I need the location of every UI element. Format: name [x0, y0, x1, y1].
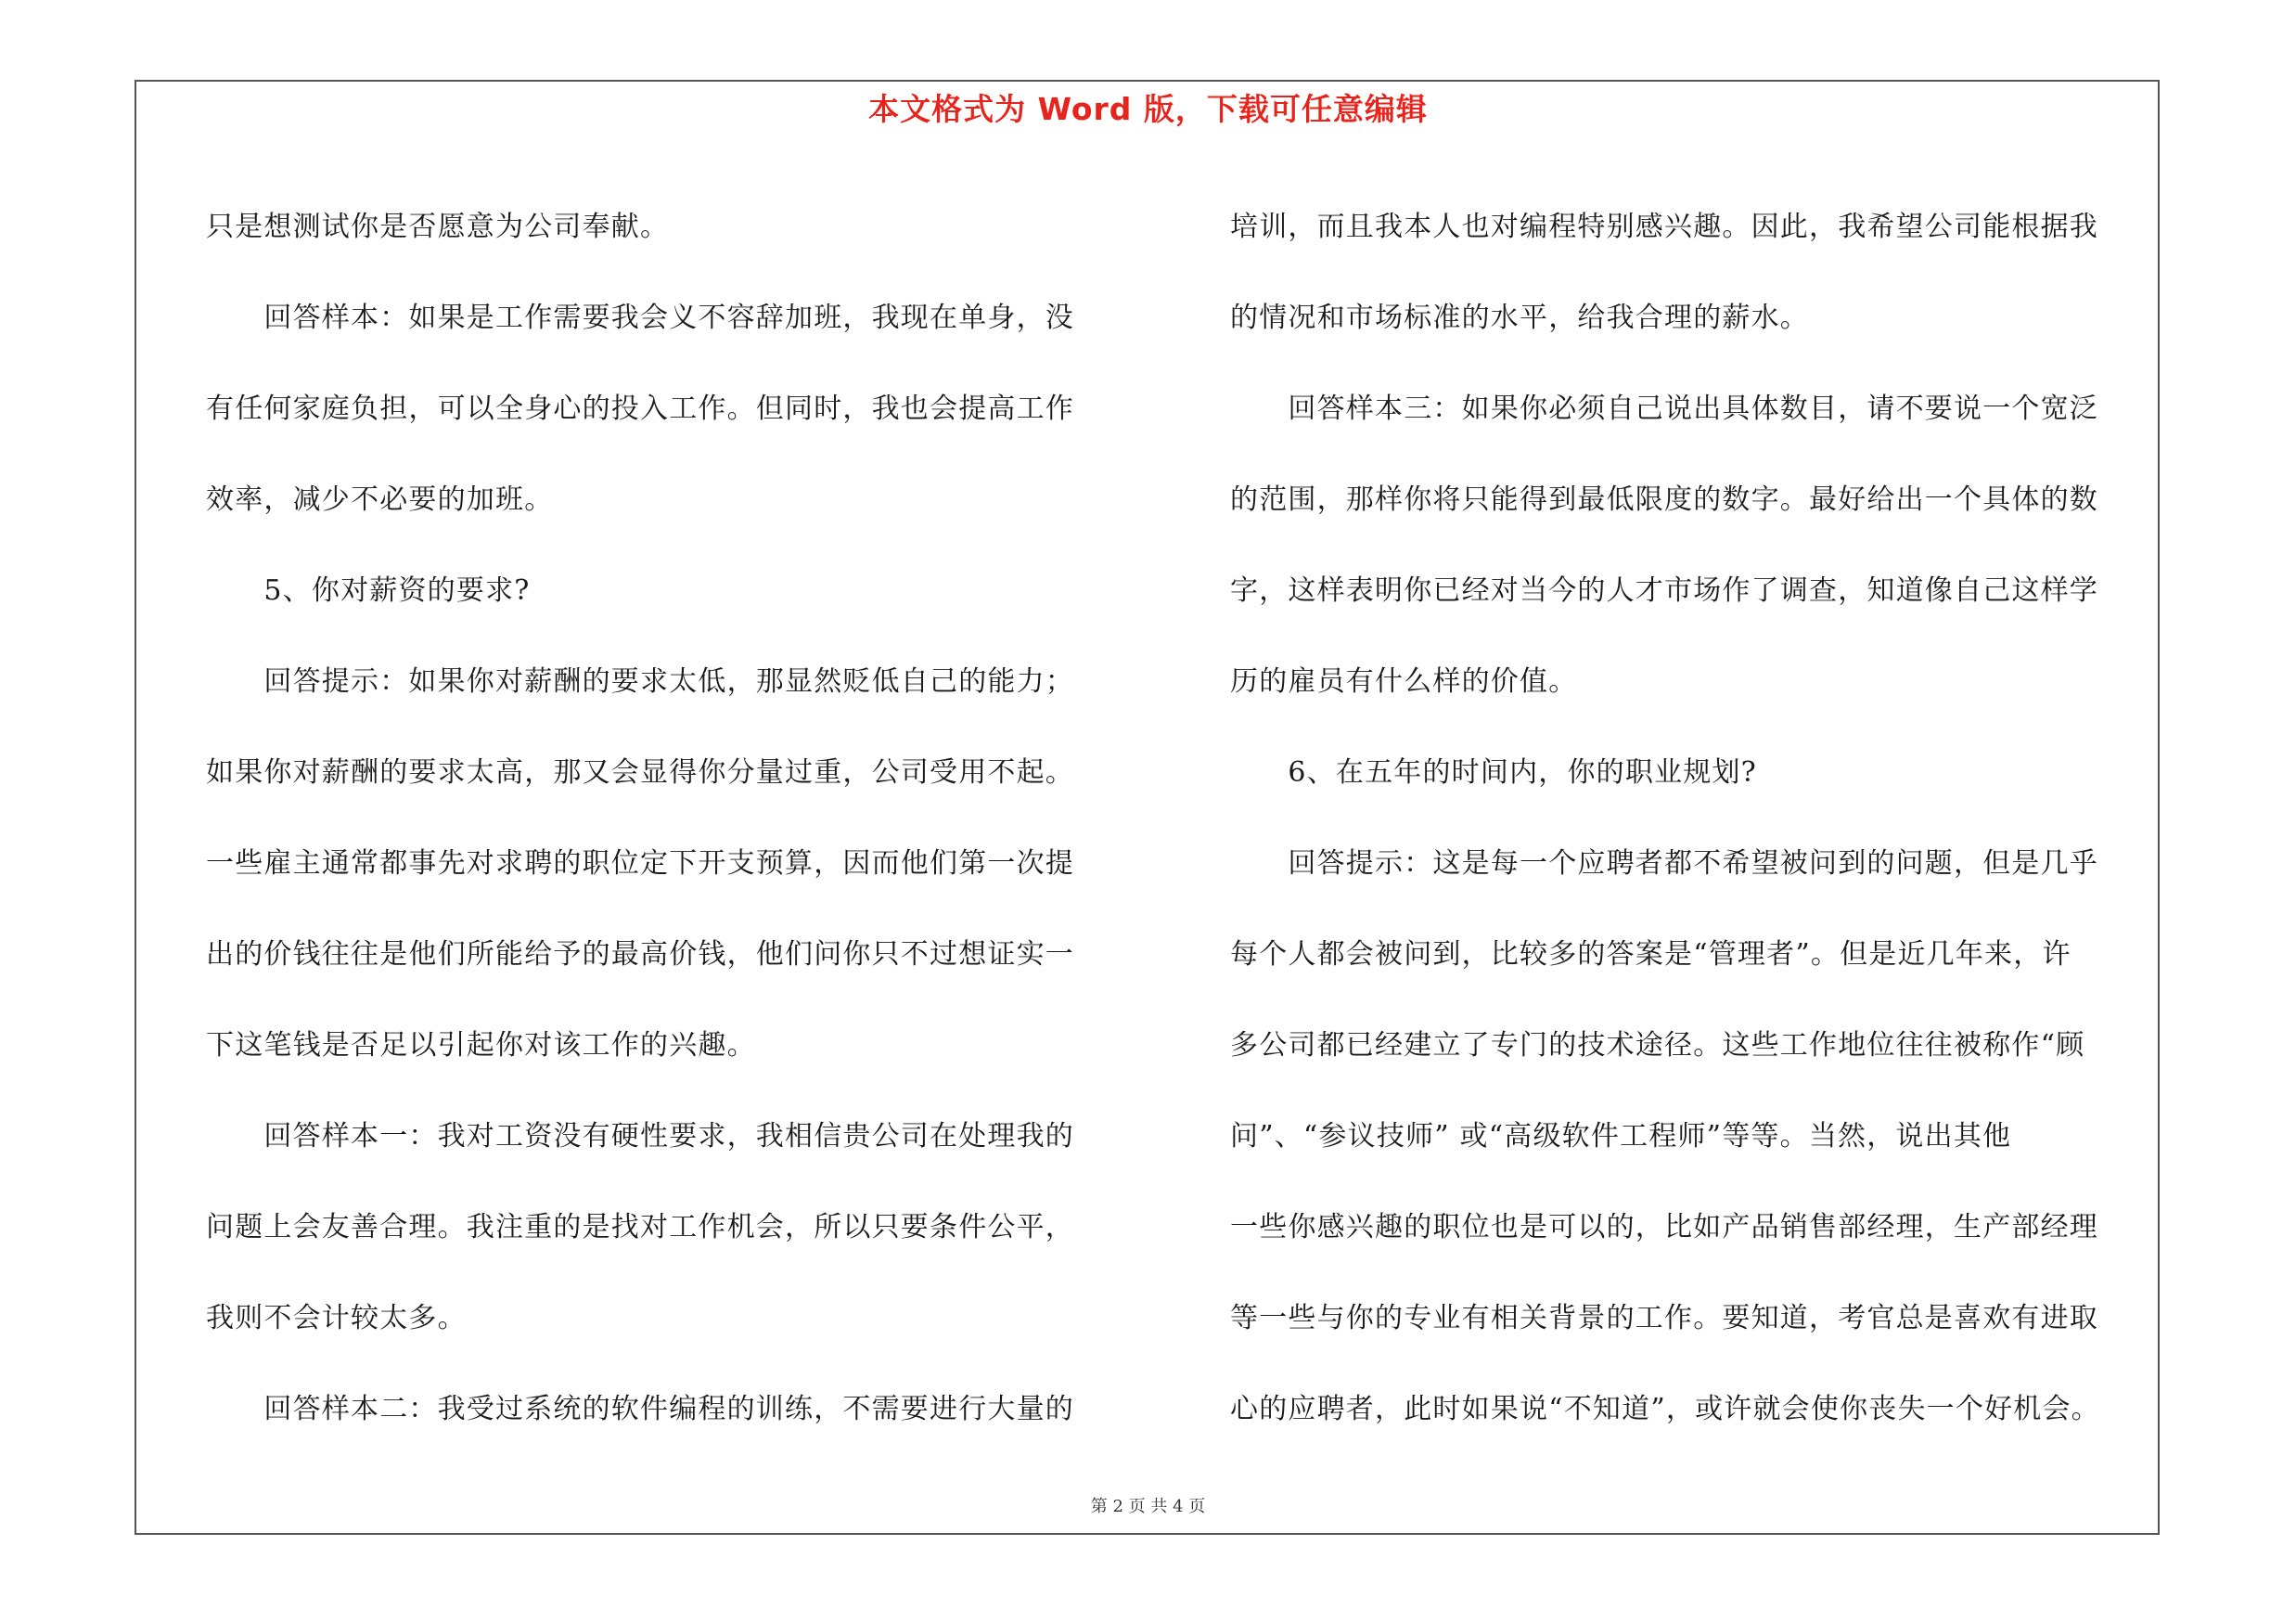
text-line: 如果你对薪酬的要求太高，那又会显得你分量过重，公司受用不起。: [206, 756, 1074, 789]
text-line: 字，这样表明你已经对当今的人才市场作了调查，知道像自己这样学: [1230, 574, 2098, 607]
text-line: 回答提示：这是每一个应聘者都不希望被问到的问题，但是几乎: [1230, 847, 2098, 880]
text-line: 有任何家庭负担，可以全身心的投入工作。但同时，我也会提高工作: [206, 393, 1074, 425]
text-line: 的范围，那样你将只能得到最低限度的数字。最好给出一个具体的数: [1230, 483, 2098, 516]
text-line: 每个人都会被问到，比较多的答案是“管理者”。但是近几年来，许: [1230, 938, 2072, 971]
text-line: 回答样本三：如果你必须自己说出具体数目，请不要说一个宽泛: [1230, 393, 2098, 425]
question-heading: 6、在五年的时间内，你的职业规划?: [1230, 756, 1757, 789]
text-line: 回答样本一：我对工资没有硬性要求，我相信贵公司在处理我的: [206, 1120, 1074, 1153]
text-line: 等一些与你的专业有相关背景的工作。要知道，考官总是喜欢有进取: [1230, 1302, 2098, 1334]
text-line: 下这笔钱是否足以引起你对该工作的兴趣。: [206, 1029, 756, 1062]
text-line: 回答样本：如果是工作需要我会义不容辞加班，我现在单身，没: [206, 302, 1074, 334]
right-text-column: [1230, 182, 2158, 1455]
text-line: 我则不会计较太多。: [206, 1302, 467, 1334]
page-number-footer: 第 2 页 共 4 页: [1090, 1497, 1206, 1516]
text-line: 一些雇主通常都事先对求聘的职位定下开支预算，因而他们第一次提: [206, 847, 1074, 880]
text-line: 出的价钱往往是他们所能给予的最高价钱，他们问你只不过想证实一: [206, 938, 1074, 971]
text-line: 只是想测试你是否愿意为公司奉献。: [206, 211, 670, 243]
word-format-banner: 本文格式为 Word 版，下载可任意编辑: [868, 91, 1428, 127]
question-heading: 5、你对薪资的要求?: [206, 574, 531, 607]
text-line: 问题上会友善合理。我注重的是找对工作机会，所以只要条件公平，: [206, 1211, 1074, 1243]
text-line: 多公司都已经建立了专门的技术途径。这些工作地位往往被称作“顾: [1230, 1029, 2085, 1062]
text-line: 问”、“参议技师” 或“高级软件工程师”等等。当然，说出其他: [1230, 1120, 2012, 1153]
text-line: 历的雇员有什么样的价值。: [1230, 665, 1578, 698]
text-line: 一些你感兴趣的职位也是可以的，比如产品销售部经理，生产部经理: [1230, 1211, 2098, 1243]
text-line: 的情况和市场标准的水平，给我合理的薪水。: [1230, 302, 1809, 334]
text-line: 心的应聘者，此时如果说“不知道”，或许就会使你丧失一个好机会。: [1230, 1393, 2100, 1425]
text-line: 回答提示：如果你对薪酬的要求太低，那显然贬低自己的能力；: [206, 665, 1074, 698]
text-line: 培训，而且我本人也对编程特别感兴趣。因此，我希望公司能根据我: [1230, 211, 2098, 243]
text-line: 效率，减少不必要的加班。: [206, 483, 554, 516]
text-line: 回答样本二：我受过系统的软件编程的训练，不需要进行大量的: [206, 1393, 1074, 1425]
left-text-column: [206, 182, 1134, 1455]
